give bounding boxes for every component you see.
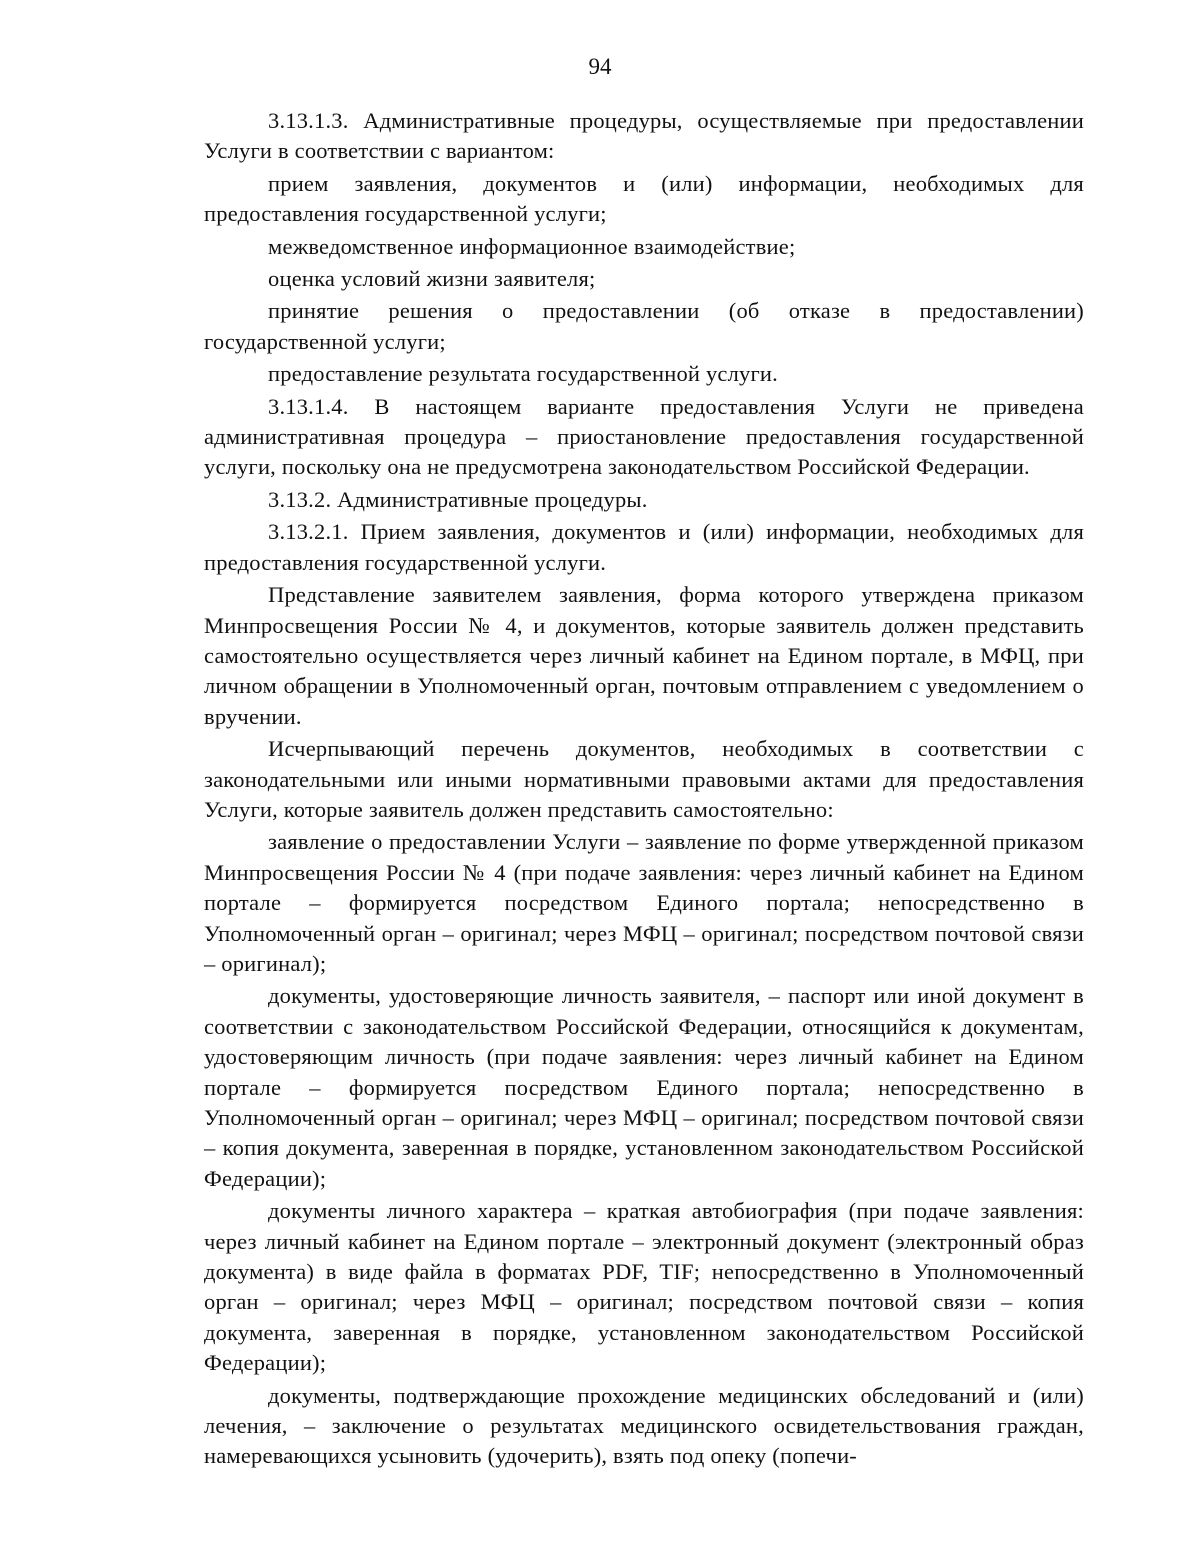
list-item-medical-documents: документы, подтверждающие прохождение медицинских обследований и (или) лечения, – заключение о результатах медицинского освидетельствования граждан, намеревающихся усыновить (удочерить), взять под опеку (попечи- (204, 1382, 1084, 1469)
paragraph-submission-channels: Представление заявителем заявления, форма которого утверждена приказом Минпросвещения России № 4, и документов, которые заявитель должен представить самостоятельно осуществляется через личный кабинет на Едином портале, в МФЦ, при личном обращении в Уполномоченный орган, почтовым отправлением с уведомлением о вручении. (204, 582, 1084, 729)
list-item-living-conditions-assessment: оценка условий жизни заявителя; (268, 266, 596, 292)
list-item-application-form: заявление о предоставлении Услуги – заявление по форме утвержденной приказом Минпросвещения России № 4 (при подаче заявления: через личный кабинет на Едином портале – формируется посредством Единого портала; непосредственно в Уполномоченный орган – оригинал; через МФЦ – оригинал; посредством почтовой связи – оригинал); (204, 829, 1084, 976)
list-item-decision: принятие решения о предоставлении (об отказе в предоставлении) государственной услуги; (204, 298, 1084, 354)
list-item-identity-documents: документы, удостоверяющие личность заявителя, – паспорт или иной документ в соответствии с законодательством Российской Федерации, относящийся к документам, удостоверяющим личность (при подаче заявления: через личный кабинет на Едином портале – формируется посредством Единого портала; непосредственно в Уполномоченный орган – оригинал; через МФЦ – оригинал; посредством почтовой связи – копия документа, заверенная в порядке, установленном законодательством Российской Федерации); (204, 983, 1084, 1191)
page-number: 94 (588, 54, 612, 79)
paragraph-3-13-2-1: 3.13.2.1. Прием заявления, документов и (или) информации, необходимых для предоставления государственной услуги. (204, 519, 1084, 575)
document-body (204, 106, 1084, 1474)
list-item-personal-documents: документы личного характера – краткая автобиография (при подаче заявления: через личный кабинет на Едином портале – электронный документ (электронный образ документа) в виде файла в форматах PDF, TIF; непосредственно в Уполномоченный орган – оригинал; через МФЦ – оригинал; посредством почтовой связи – копия документа, заверенная в порядке, установленном законодательством Российской Федерации); (204, 1198, 1084, 1376)
list-item-interagency-interaction: межведомственное информационное взаимодействие; (268, 233, 796, 259)
list-item-result-provision: предоставление результата государственной услуги. (268, 361, 778, 387)
section-heading-3-13-2: 3.13.2. Административные процедуры. (268, 486, 648, 512)
list-item-application-intake: прием заявления, документов и (или) информации, необходимых для предоставления государственной услуги; (204, 170, 1084, 227)
paragraph-documents-list-intro: Исчерпывающий перечень документов, необходимых в соответствии с законодательными или иными нормативными правовыми актами для предоставления Услуги, которые заявитель должен представить самостоятельно: (204, 736, 1084, 822)
paragraph-3-13-1-3: 3.13.1.3. Административные процедуры, осуществляемые при предоставлении Услуги в соответствии с вариантом: (204, 108, 1084, 164)
paragraph-3-13-1-4: 3.13.1.4. В настоящем варианте предоставления Услуги не приведена административная процедура – приостановление предоставления государственной услуги, поскольку она не предусмотрена законодательством Российской Федерации. (204, 393, 1084, 480)
